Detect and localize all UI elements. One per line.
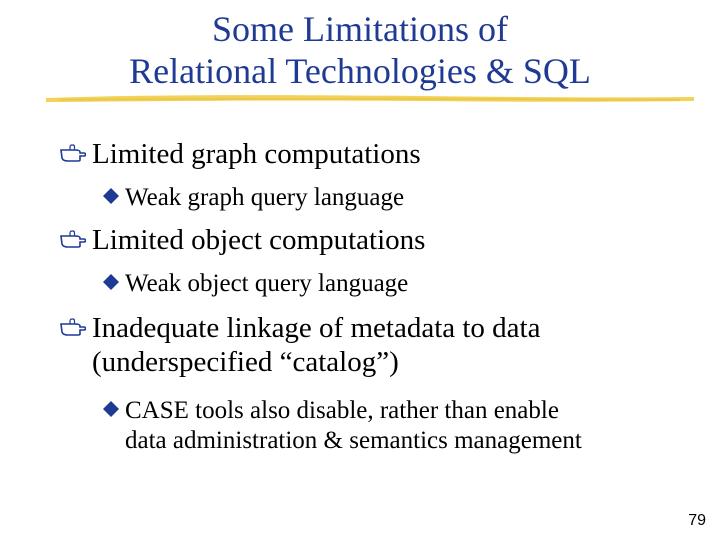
page-number: 79: [688, 512, 706, 529]
diamond-icon: [103, 274, 119, 295]
bullet-2-sub-1-text: Weak object query language: [125, 270, 409, 297]
pointing-hand-icon: [60, 144, 86, 167]
diamond-icon: [103, 188, 119, 209]
bullet-1-sub-1-text: Weak graph query language: [125, 184, 405, 211]
bullet-3-line-1: Inadequate linkage of metadata to data: [92, 312, 541, 344]
bullet-3-sub-1-line-1: CASE tools also disable, rather than enable: [125, 397, 559, 424]
pointing-hand-icon: [60, 230, 86, 253]
title-line-2: Relational Technologies & SQL: [129, 51, 591, 91]
bullet-1-text: Limited graph computations: [92, 138, 421, 170]
title-underline: [40, 88, 700, 110]
bullet-3-sub-1-line-2: data administration & semantics management: [125, 427, 582, 454]
bullet-3-line-2: (underspecified “catalog”): [92, 346, 399, 378]
pointing-hand-icon: [60, 318, 86, 341]
bullet-2-text: Limited object computations: [92, 224, 426, 256]
diamond-icon: [103, 401, 119, 422]
slide-title: [0, 8, 720, 92]
title-line-1: Some Limitations of: [212, 9, 508, 49]
